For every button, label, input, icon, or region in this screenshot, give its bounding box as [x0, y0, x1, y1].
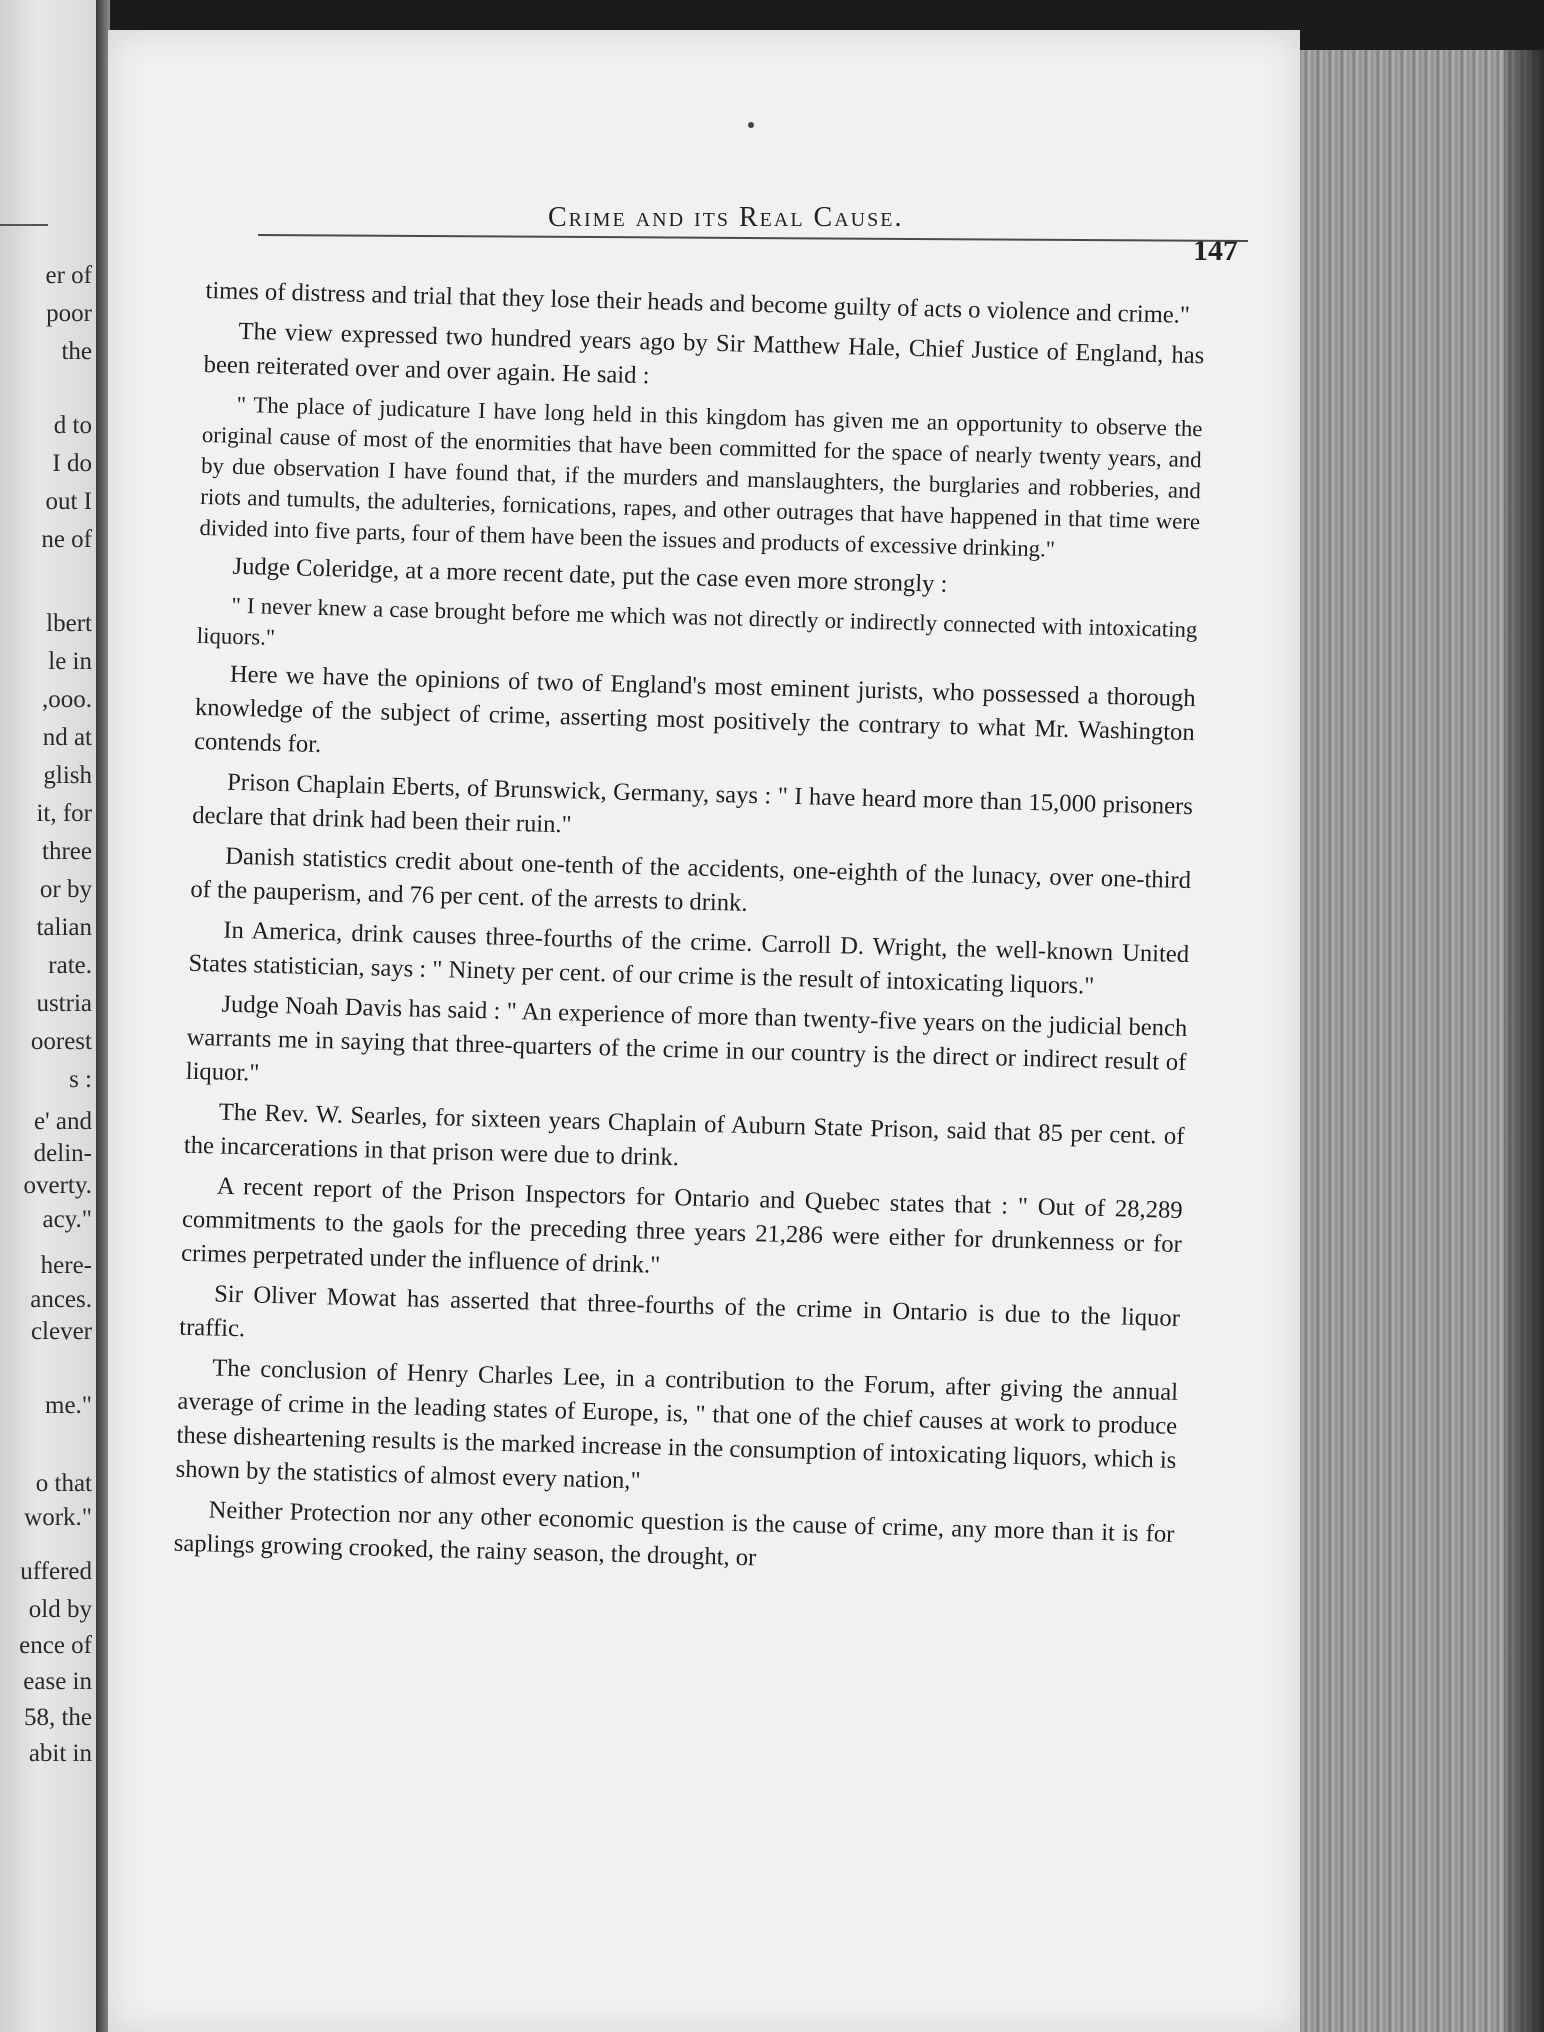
- left-page-line: abit in: [28, 1740, 92, 1767]
- running-head: Crime and its Real Cause.: [548, 202, 904, 233]
- left-page-line: the: [61, 338, 92, 365]
- left-page-line: ease in: [23, 1668, 92, 1695]
- left-page-line: d to: [53, 412, 92, 439]
- left-page-line: oorest: [30, 1028, 92, 1055]
- left-page-line: I do: [52, 450, 92, 477]
- left-page-line: er of: [45, 262, 92, 289]
- paragraph: Sir Oliver Mowat has asserted that three-fourths of the crime in Ontario is due to the liquor traffic.: [179, 1280, 1181, 1343]
- left-page-line: clever: [30, 1318, 92, 1345]
- ink-speck: [748, 122, 754, 128]
- paragraph: Prison Chaplain Eberts, of Brunswick, Germany, says : " I have heard more than 15,000 prisoners declare that drink had been their ruin.": [191, 768, 1194, 839]
- paragraph: The Rev. W. Searles, for sixteen years Chaplain of Auburn State Prison, said that 85 per cent. of the incarcerations in that prison were due to drink.: [183, 1098, 1185, 1172]
- page-stack-edge: [1300, 50, 1544, 2032]
- paragraph: The view expressed two hundred years ago by Sir Matthew Hale, Chief Justice of England, has been reiterated over and over again. He said :: [203, 317, 1205, 390]
- page-number: 147: [1193, 234, 1238, 267]
- left-page-line: ne of: [41, 526, 92, 553]
- body-text: [173, 274, 1205, 1592]
- quoted-paragraph: " I never knew a case brought before me which was not directly or indirectly connected with intoxicating liquors.": [196, 592, 1198, 650]
- paragraph: Neither Protection nor any other economic question is the cause of crime, any more than it is for saplings growing crooked, the rainy season, the drought, or: [173, 1496, 1175, 1572]
- paragraph: The conclusion of Henry Charles Lee, in a contribution to the Forum, after giving the annual average of crime in the leading states of Europe, is, " that one of the chief causes at work to produce these disheartening results is the marked increase in the consumption of intoxicating liquors, which is shown by the statistics of almost every nation,": [175, 1354, 1179, 1495]
- left-page-line: e' and: [34, 1108, 92, 1135]
- left-page-line: or by: [39, 876, 92, 903]
- left-page-line: old by: [28, 1596, 92, 1623]
- paragraph: A recent report of the Prison Inspectors for Ontario and Quebec states that : " Out of 28,289 commitments to the gaols for the preceding three years 21,286 were either for drunkenness or for crimes perpetrated under the influence of drink.": [180, 1172, 1183, 1279]
- left-page-line: rate.: [48, 952, 92, 979]
- paragraph: Judge Coleridge, at a more recent date, put the case even more strongly :: [232, 552, 948, 598]
- left-page-edge: [0, 0, 98, 2032]
- left-page-line: uffered: [20, 1558, 92, 1585]
- left-page-line: le in: [48, 648, 92, 675]
- left-page-line: s :: [69, 1066, 92, 1093]
- left-page-line: talian: [36, 914, 92, 941]
- book-cover-shadow: [1504, 50, 1544, 2032]
- book-page: [108, 30, 1300, 2032]
- left-page-line: ustria: [36, 990, 92, 1017]
- paragraph: Judge Noah Davis has said : " An experience of more than twenty-five years on the judicial bench warrants me in saying that three-quarters of the crime in our country is the direct or indirect result of liquor.": [185, 990, 1188, 1087]
- left-page-line: overty.: [23, 1172, 92, 1199]
- left-page-line: 58, the: [23, 1704, 92, 1731]
- paragraph: times of distress and trial that they lose their heads and become guilty of acts o violence and crime.": [205, 276, 1191, 329]
- paragraph: Here we have the opinions of two of England's most eminent jurists, who possessed a thorough knowledge of the subject of crime, asserting most positively the contrary to what Mr. Washington contends for.: [193, 660, 1196, 759]
- left-page-line: ances.: [30, 1286, 92, 1313]
- left-page-line: out I: [45, 488, 92, 515]
- header-rule: [258, 234, 1248, 242]
- left-page-line: glish: [43, 762, 92, 789]
- quoted-paragraph: " The place of judicature I have long held in this kingdom has given me an opportunity to observe the original cause of most of the enormities that have been committed for the space of nearly twenty years, and by due observation I have found that, if the murders and manslaughters, the burglaries and robberies, and riots and tumults, the adulteries, fornications, rapes, and other outrages that have happened in that time were divided into five parts, four of them have been the issues and products of excessive drinking.": [199, 391, 1203, 562]
- left-page-line: ence of: [19, 1632, 92, 1659]
- left-page-line: me.": [45, 1392, 92, 1419]
- left-page-line: nd at: [42, 724, 92, 751]
- left-page-rule: [0, 224, 48, 226]
- left-page-line: work.": [24, 1504, 92, 1531]
- left-page-line: it, for: [36, 800, 92, 827]
- left-page-line: three: [42, 838, 92, 865]
- left-page-line: o that: [35, 1470, 92, 1497]
- left-page-line: lbert: [46, 610, 92, 637]
- left-page-line: acy.": [42, 1206, 92, 1233]
- left-page-line: here-: [40, 1252, 92, 1279]
- left-page-line: delin-: [33, 1140, 92, 1167]
- left-page-line: ,ooo.: [42, 686, 92, 713]
- left-page-line: poor: [46, 300, 92, 327]
- paragraph: Danish statistics credit about one-tenth of the accidents, one-eighth of the lunacy, over one-third of the pauperism, and 76 per cent. of the arrests to drink.: [190, 842, 1192, 917]
- paragraph: In America, drink causes three-fourths of the crime. Carroll D. Wright, the well-known United States statistician, says : " Ninety per cent. of our crime is the result of intoxicating liquors.": [188, 916, 1190, 1000]
